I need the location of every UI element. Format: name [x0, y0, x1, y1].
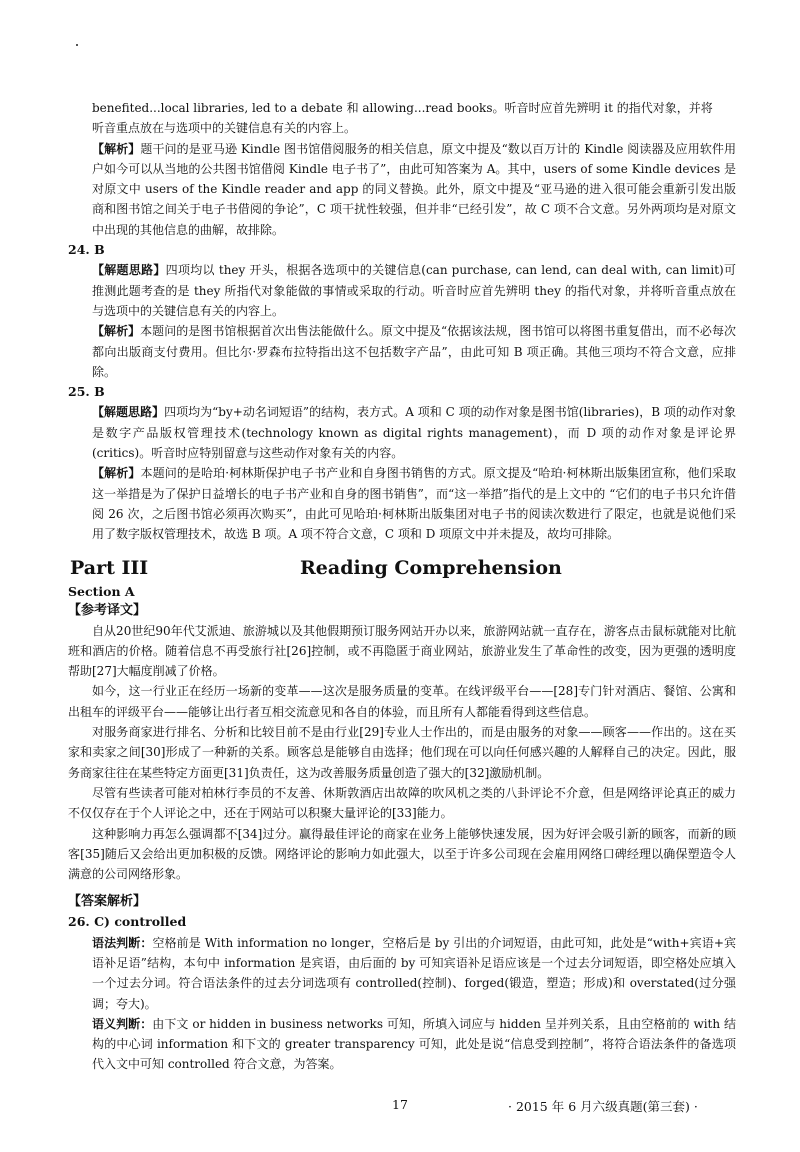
translation-paragraph: 如今，这一行业正在经历一场新的变革——这次是服务质量的变革。在线评级平台——[28]专门针对酒店、餐馆、公寓和出租车的评级平台——能够让出行者互相交流意见和各自的体验，而且所有人都能看得到这些信息。	[68, 684, 736, 719]
scan-speck	[76, 44, 78, 46]
q25-analysis	[68, 463, 736, 544]
analysis-text: 本题问的是图书馆根据首次出售法能做什么。原文中提及“依据该法规，图书馆可以将图书重复借出，而不必每次都向出版商支付费用。但比尔·罗森布拉特指出这不包括数字产品”，由此可知 B 项正确。其他三项均不符合文意，应排除。	[92, 324, 736, 379]
grammar-text: 空格前是 With information no longer，空格后是 by 引出的介词短语，由此可知，此处是“with+宾语+宾语补足语”结构，本句中 information 是宾语，由后面的 by 可知宾语补足语应该是一个过去分词短语，即空格处应填入一个过去分词。符合语法条件的过去分词选项有 controlled(控制)、forged(锻造，塑造；形成)和 overstated(过分强调；夸大)。	[92, 935, 736, 1011]
translation-paragraph: 自从20世纪90年代艾派迪、旅游城以及其他假期预订服务网站开办以来，旅游网站就一直存在，游客点击鼠标就能对比航班和酒店的价格。随着信息不再受旅行社[26]控制，或不再隐匿于商业网站，旅游业发生了革命性的改变，因为更强的透明度帮助[27]大幅度削减了价格。	[68, 623, 736, 679]
translation-paragraph: 这种影响力再怎么强调都不[34]过分。赢得最佳评论的商家在业务上能够快速发展，因为好评会吸引新的顾客，而新的顾客[35]随后又会给出更加积极的反馈。网络评论的影响力如此强大，以至于许多公司现在会雇用网络口碑经理以确保塑造令人满意的公司网络形象。	[68, 826, 736, 882]
grammar-tag: 语法判断：	[92, 935, 153, 950]
part-label: Part III	[70, 556, 149, 579]
document-page	[68, 98, 736, 1075]
idea-tag: 【解题思路】	[92, 405, 165, 420]
semantic-text: 由下文 or hidden in business networks 可知，所填入词应与 hidden 呈并列关系，且由空格前的 with 结构的中心词 information 和下文的 greater transparency 可知，此处是说“信息受到控制”，将符合语法条件的备选项代入文中可知 controlled 符合文意，为答案。	[92, 1016, 736, 1072]
idea-text: 四项均为“by+动名词短语”的结构，表方式。A 项和 C 项的动作对象是图书馆(libraries)，B 项的动作对象是数字产品版权管理技术(technology known as digital rights management)，而 D 项的动作对象是评论界(critics)。听音时应特别留意与这些动作对象有关的内容。	[92, 405, 736, 461]
q26-number: 26. C) controlled	[68, 914, 187, 930]
idea-text: 四项均以 they 开头，根据各选项中的关键信息(can purchase, can lend, can deal with, can limit)可推测此题考查的是 they 所指代对象能做的事情或采取的行动。听音时应首先辨明 they 的指代对象，并将听音重点放在与选项中的关键信息有关的内容上。	[92, 263, 736, 318]
q25-idea	[68, 402, 736, 463]
page-number: 17	[392, 1097, 408, 1112]
analysis-text: 题干问的是亚马逊 Kindle 图书馆借阅服务的相关信息，原文中提及“数以百万计的 Kindle 阅读器及应用软件用户如今可以从当地的公共图书馆借阅 Kindle 电子书了”，由此可知答案为 A。其中，users of some Kindle devices 是对原文中 users of the Kindle reader and app 的同义替换。此外，原文中提及“亚马逊的进入很可能会重新引发出版商和图书馆之间关于电子书借阅的争论”，C 项干扰性较强，但并非“已经引发”，故 C 项不合文意。另外两项均是对原文中出现的其他信息的曲解，故排除。	[92, 141, 736, 237]
intro-line-1: benefited...local libraries, led to a debate 和 allowing...read books。听音时应首先辨明 it 的指代对象，并将	[92, 101, 713, 115]
translation-paragraph: 对服务商家进行排名、分析和比较目前不是由行业[29]专业人士作出的，而是由服务的对象——顾客——作出的。这在买家和卖家之间[30]形成了一种新的关系。顾客总是能够自由选择；他们现在可以向任何感兴趣的人解释自己的决定。因此，服务商家往往在某些特定方面更[31]负责任，这为改善服务质量创造了强大的[32]激励机制。	[68, 725, 736, 780]
answers-heading: 【答案解析】	[68, 894, 147, 910]
q26-semantic	[68, 1014, 736, 1075]
analysis-tag: 【解析】	[92, 324, 141, 339]
semantic-tag: 语义判断：	[92, 1016, 153, 1031]
translation-paragraph: 尽管有些读者可能对柏林行李员的不友善、休斯敦酒店出故障的吹风机之类的八卦评论不介意，但是网络评论真正的威力不仅仅存在于个人评论之中，还在于网站可以积聚大量评论的[33]能力。	[68, 785, 736, 821]
q24-idea	[68, 260, 736, 321]
intro-line-2: 听音重点放在与选项中的关键信息有关的内容上。	[92, 121, 357, 136]
q23-analysis	[68, 139, 736, 240]
q24-analysis	[68, 321, 736, 382]
q25-number: 25. B	[68, 384, 105, 400]
q24-number: 24. B	[68, 242, 105, 258]
idea-tag: 【解题思路】	[92, 263, 166, 278]
translation-heading: 【参考译文】	[68, 602, 147, 618]
section-label: Section A	[68, 583, 135, 599]
analysis-text: 本题问的是哈珀·柯林斯保护电子书产业和自身图书销售的方式。原文提及“哈珀·柯林斯出版集团宣称，他们采取这一举措是为了保护日益增长的电子书产业和自身的图书销售”，而“这一举措”指代的是上文中的 “它们的电子书只允许借阅 26 次，之后图书馆必须再次购买”，由此可见哈珀·柯林斯出版集团对电子书的阅读次数进行了限定，也就是说他们采用了数字版权管理技术，故选 B 项。A 项不符合文意，C 项和 D 项原文中并未提及，故均可排除。	[92, 466, 736, 542]
q26-grammar	[68, 933, 736, 1014]
analysis-tag: 【解析】	[92, 466, 141, 481]
footer-exam-title: · 2015 年 6 月六级真题(第三套) ·	[508, 1099, 698, 1114]
part-header	[68, 557, 736, 583]
analysis-tag: 【解析】	[92, 141, 141, 156]
part-heading: Reading Comprehension	[300, 556, 562, 579]
